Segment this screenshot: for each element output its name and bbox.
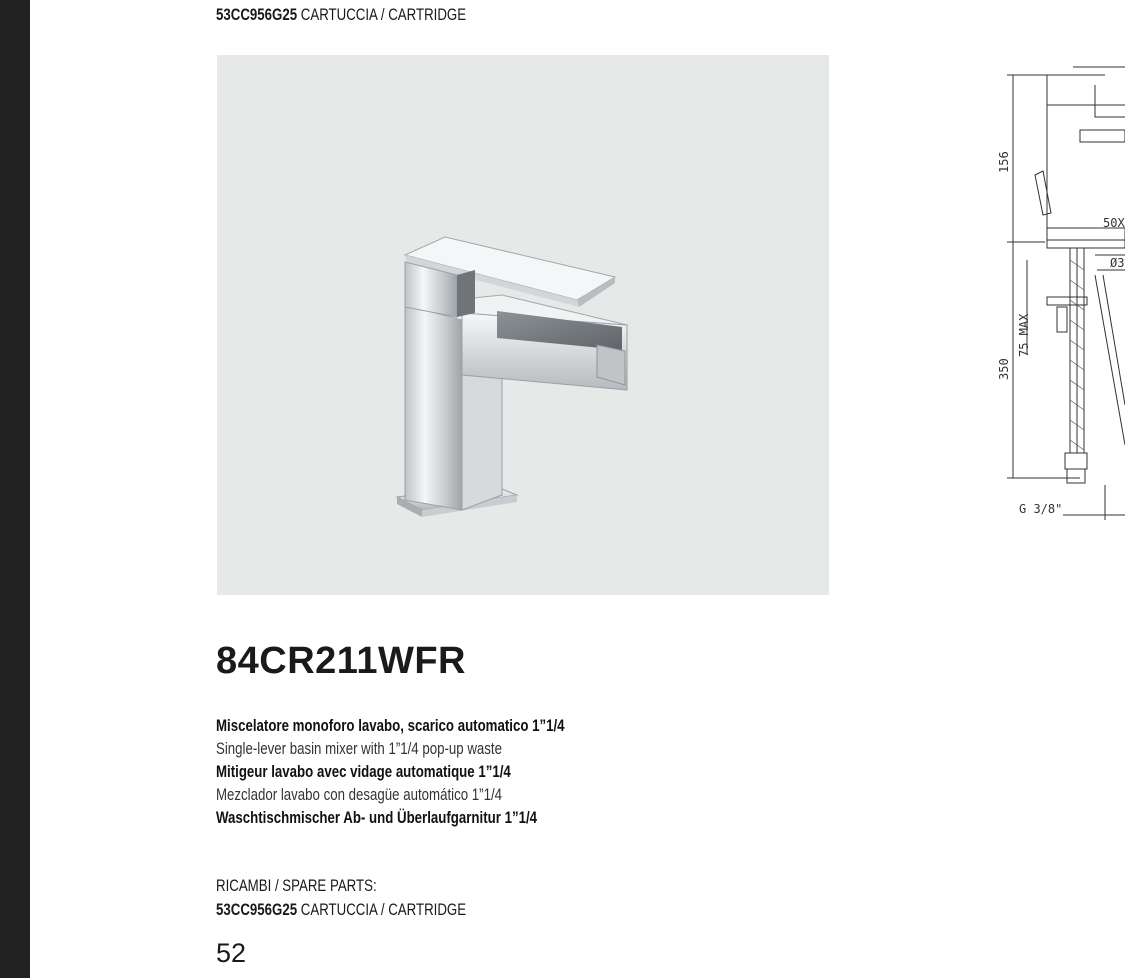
spare-part-line xyxy=(216,898,466,922)
header-part-code: 53CC956G25 xyxy=(216,5,301,24)
dim-75-max: 75 MAX xyxy=(1017,313,1031,357)
desc-french: Mitigeur lavabo avec vidage automatique 1”1/4 xyxy=(216,762,511,781)
dim-diameter: Ø3 xyxy=(1110,256,1125,270)
desc-spanish: Mezclador lavabo con desagüe automático 1”1/4 xyxy=(216,785,503,804)
technical-drawing xyxy=(985,45,1125,525)
dim-350: 350 xyxy=(997,358,1011,380)
left-edge-bar xyxy=(0,0,30,978)
spare-part-code: 53CC956G25 xyxy=(216,900,301,919)
header-part-desc: CARTUCCIA / CARTRIDGE xyxy=(300,5,467,24)
product-photo xyxy=(217,55,829,595)
page-number: 52 xyxy=(216,938,247,968)
spare-part-desc: CARTUCCIA / CARTRIDGE xyxy=(300,900,467,919)
dim-156: 156 xyxy=(997,151,1011,173)
dim-50x: 50X xyxy=(1103,216,1125,230)
desc-german: Waschtischmischer Ab- und Überlaufgarnitur 1”1/4 xyxy=(216,808,538,827)
dim-thread: G 3/8" xyxy=(1019,502,1063,516)
product-code: 84CR211WFR xyxy=(216,640,466,682)
technical-drawing-svg xyxy=(985,45,1125,525)
desc-english: Single-lever basin mixer with 1”1/4 pop-up waste xyxy=(216,739,502,758)
spare-parts-section xyxy=(216,874,466,922)
faucet-illustration xyxy=(217,55,829,595)
desc-italian: Miscelatore monoforo lavabo, scarico automatico 1”1/4 xyxy=(216,716,565,735)
header-part-line xyxy=(216,5,466,25)
product-descriptions xyxy=(216,714,565,829)
spare-parts-heading: RICAMBI / SPARE PARTS: xyxy=(216,876,377,895)
